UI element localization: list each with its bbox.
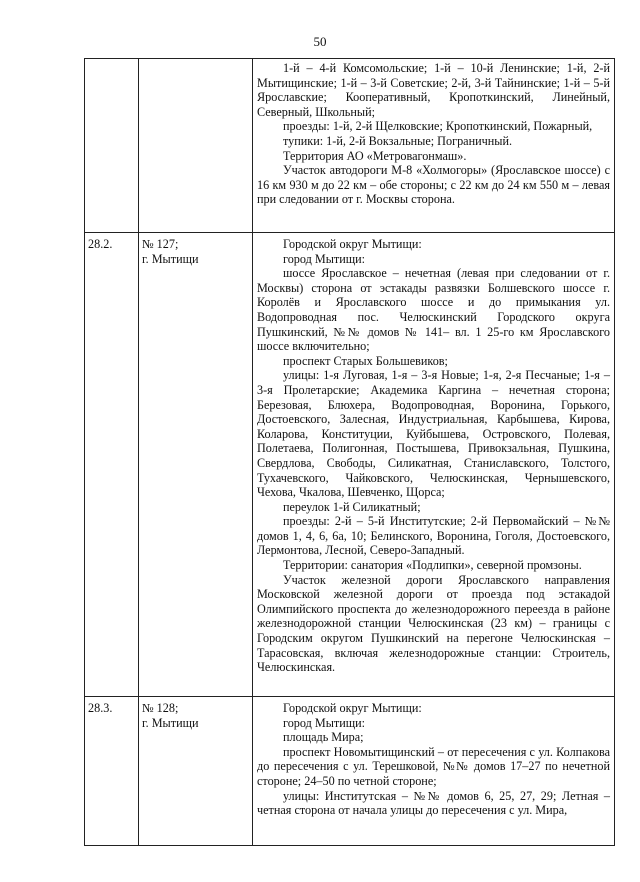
district-description-cell <box>253 697 615 846</box>
description-paragraph: переулок 1-й Силикатный; <box>283 499 421 514</box>
description-paragraph: Территории: санатория «Подлипки», северной промзоны. <box>283 558 582 573</box>
description-paragraph: улицы: Институтская – №№ домов 6, 25, 27, 29; Летная – четная сторона от начала улицы до пересечения с ул. Мира, <box>257 788 610 818</box>
districts-table <box>84 58 615 846</box>
district-city: г. Мытищи <box>142 251 199 266</box>
description-paragraph: тупики: 1-й, 2-й Вокзальные; Пограничный. <box>283 133 513 148</box>
page-number: 50 <box>313 34 327 49</box>
district-name-cell <box>139 697 253 846</box>
description-paragraph: проезды: 1-й, 2-й Щелковские; Кропоткинский, Пожарный, <box>283 119 593 134</box>
row-number-cell: 28.2. <box>85 233 139 697</box>
description-paragraph: Городской округ Мытищи: <box>283 237 422 251</box>
table-row <box>85 59 615 233</box>
description-paragraph: проезды: 2-й – 5-й Институтские; 2-й Первомайский – №№ домов 1, 4, 6, 6а, 10; Белинского, Воронина, Гоголя, Достоевского, Лермонтова, Лесной, Северо-Западный. <box>257 514 610 558</box>
description-paragraph: 1-й – 4-й Комсомольские; 1-й – 10-й Ленинские; 1-й, 2-й Мытищинские; 1-й – 3-й Советские; 2-й, 3-й Тайнинские; 1-й – 5-й Ярославские; Кооперативный, Кропоткинский, Линейный, Северный, Школьный; <box>257 61 610 119</box>
district-number: № 128; <box>142 701 179 715</box>
table-row <box>85 233 615 697</box>
row-number-cell <box>85 59 139 233</box>
description-paragraph: Территория АО «Метровагонмаш». <box>283 148 467 163</box>
description-paragraph: улицы: 1-я Луговая, 1-я – 3-я Новые; 1-я, 2-я Песчаные; 1-я – 3-я Пролетарские; Академика Каргина – нечетная сторона; Березовая, Блюхера, Водопроводная, Воронина, Горького, Достоевского, Залесная, Индустриальная, Карбышева, Кирова, Коларова, Конституции, Куйбышева, Островского, Полевая, Полетаева, Полигонная, Постышева, Привокзальная, Пушкина, Свердлова, Свободы, Силикатная, Станиславского, Толстого, Тухачевского, Чайковского, Челюскинская, Чернышевского, Чехова, Чкалова, Шевченко, Щорса; <box>257 368 610 500</box>
description-paragraph: город Мытищи: <box>283 251 366 266</box>
row-number-cell: 28.3. <box>85 697 139 846</box>
description-paragraph: проспект Новомытищинский – от пересечения с ул. Колпакова до пересечения с ул. Терешковой, №№ домов 17–27 по нечетной стороне; 24–50 по четной стороне; <box>257 744 610 788</box>
district-description-cell <box>253 233 615 697</box>
description-paragraph: площадь Мира; <box>283 730 364 745</box>
district-city: г. Мытищи <box>142 715 199 730</box>
description-paragraph: Участок железной дороги Ярославского направления Московской железной дороги от проезда под эстакадой Олимпийского проспекта до железнодорожного переезда в районе железнодорожной станции Челюскинская (23 км) – границы с Городским округом Пушкинский на перегоне Челюскинская – Тарасовская, включая железнодорожные станции: Строитель, Челюскинская. <box>257 572 610 675</box>
district-number: № 127; <box>142 237 179 251</box>
district-description-cell <box>253 59 615 233</box>
description-paragraph: Участок автодороги М-8 «Холмогоры» (Ярославское шоссе) с 16 км 930 м до 22 км – обе стороны; с 22 км до 24 км 550 м – левая при следовании от г. Москвы сторона. <box>257 163 610 207</box>
table-row <box>85 697 615 846</box>
description-paragraph: Городской округ Мытищи: <box>283 701 422 715</box>
district-name-cell <box>139 59 253 233</box>
district-name-cell <box>139 233 253 697</box>
description-paragraph: шоссе Ярославское – нечетная (левая при следовании от г. Москвы) сторона от эстакады развязки Болшевского шоссе г. Королёв и Ярославского шоссе и до примыкания ул. Водопроводная пос. Челюскинский Городского округа Пушкинский, №№ домов № 141– вл. 1 25-го км Ярославского шоссе включительно; <box>257 266 610 354</box>
description-paragraph: проспект Старых Большевиков; <box>283 353 448 368</box>
description-paragraph: город Мытищи: <box>283 715 366 730</box>
